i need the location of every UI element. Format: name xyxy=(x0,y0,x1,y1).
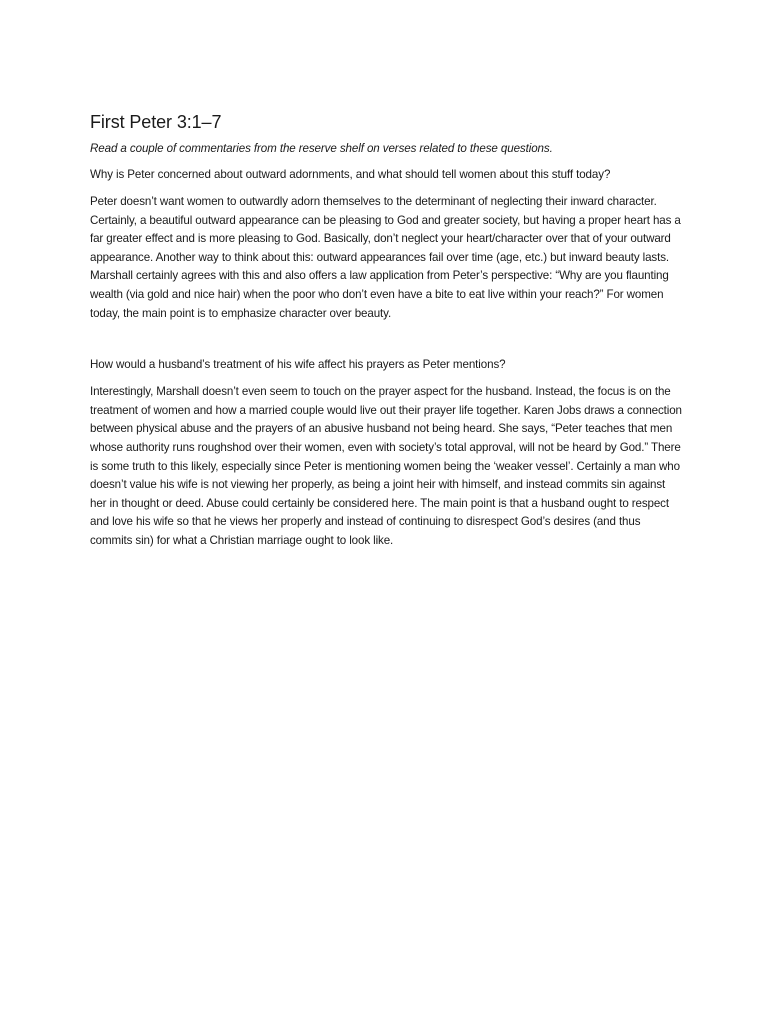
answer-1: Peter doesn’t want women to outwardly adorn themselves to the determinant of neglecting their inward character. Certainly, a beautiful outward appearance can be pleasing to God and greater society, but having a proper heart has a far greater effect and is more pleasing to God. Basically, don’t neglect your heart/character over that of your outward appearance. Another way to think about this: outward appearances fail over time (age, etc.) but inward beauty lasts. Marshall certainly agrees with this and also offers a law application from Peter’s perspective: “Why are you flaunting wealth (via gold and nice hair) when the poor who don’t even have a bite to eat live within your reach?” For women today, the main point is to emphasize character over beauty. xyxy=(90,195,681,320)
document-page xyxy=(90,110,684,551)
question-2: How would a husband’s treatment of his wife affect his prayers as Peter mentions? xyxy=(90,358,506,372)
section-spacer xyxy=(90,323,684,357)
answer-2: Interestingly, Marshall doesn’t even seem to touch on the prayer aspect for the husband. Instead, the focus is on the treatment of women and how a married couple would live out their prayer life together. Karen Jobs draws a connection between physical abuse and the prayers of an abusive husband not being heard. She says, “Peter teaches that men whose authority runs roughshod over their women, even with society’s total approval, will not be heard by God.” There is some truth to this likely, especially since Peter is mentioning women being the ‘weaker vessel’. Certainly a man who doesn’t value his wife is not viewing her properly, as being a joint heir with himself, and instead commits sin against her in thought or deed. Abuse could certainly be considered here. The main point is that a husband ought to respect and love his wife so that he views her properly and instead of continuing to disrespect God’s desires (and thus commits sin) for what a Christian marriage ought to look like. xyxy=(90,385,682,547)
question-1: Why is Peter concerned about outward adornments, and what should tell women about this stuff today? xyxy=(90,168,611,181)
page-title: First Peter 3:1–7 xyxy=(90,112,222,132)
instructions-subtitle: Read a couple of commentaries from the reserve shelf on verses related to these questions. xyxy=(90,142,553,155)
